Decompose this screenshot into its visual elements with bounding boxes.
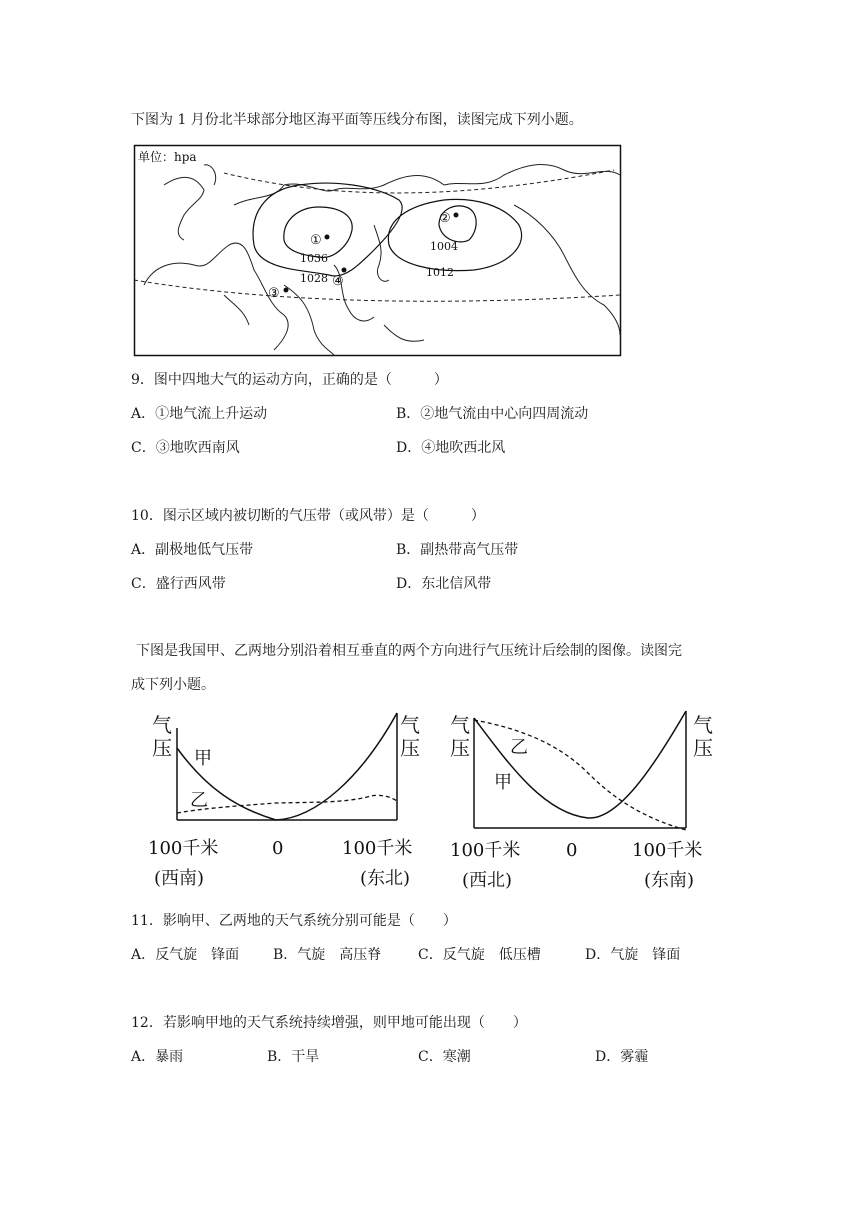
question-11-option-c[interactable]: C．反气旋 低压槽 — [418, 947, 541, 963]
left-graph-axis-label-right-bottom: 压 — [400, 736, 420, 760]
question-9-option-d[interactable]: D．④地吹西北风 — [396, 440, 506, 456]
right-graph-axis-label-left-top: 气 — [450, 713, 470, 737]
question-12-stem: 12．若影响甲地的天气系统持续增强，则甲地可能出现（ ） — [131, 1015, 527, 1031]
marker-2-dot — [454, 213, 459, 218]
marker-2: ② — [439, 211, 451, 226]
question-12-option-d[interactable]: D．雾霾 — [595, 1049, 649, 1065]
left-graph-axis-label-left-bottom: 压 — [152, 736, 172, 760]
isobar-label-1028: 1028 — [300, 272, 328, 285]
right-graph-tick-left: 100千米 — [450, 840, 521, 861]
right-graph-direction-left: (西北) — [462, 870, 513, 891]
pressure-graph-right — [448, 708, 738, 891]
marker-4: ④ — [332, 274, 344, 289]
left-graph-axis-label-left-top: 气 — [152, 713, 172, 737]
right-graph-curve-jia — [474, 711, 686, 818]
right-graph-tick-center: 0 — [566, 840, 578, 861]
pressure-graph-left — [146, 708, 436, 888]
marker-3: ③ — [268, 286, 280, 301]
intro-text-2-line2: 成下列小题。 — [131, 677, 215, 693]
question-10-option-d[interactable]: D．东北信风带 — [396, 576, 492, 592]
left-graph-axis-label-right-top: 气 — [400, 713, 420, 737]
question-11-option-d[interactable]: D．气旋 锋面 — [585, 947, 681, 963]
map-unit-label: 单位：hpa — [138, 150, 197, 164]
right-graph-axis-label-right-bottom: 压 — [693, 736, 713, 760]
question-12-option-b[interactable]: B．干旱 — [267, 1049, 320, 1065]
question-11-option-a[interactable]: A．反气旋 锋面 — [131, 947, 240, 963]
left-graph-curve-yi — [177, 795, 397, 813]
left-graph-direction-left: (西南) — [154, 868, 205, 889]
question-11-option-b[interactable]: B．气旋 高压脊 — [273, 947, 382, 963]
marker-1: ① — [310, 233, 322, 248]
left-graph-tick-right: 100千米 — [342, 838, 413, 859]
isobar-map — [134, 145, 626, 357]
right-graph-axis-label-left-bottom: 压 — [450, 736, 470, 760]
left-graph-direction-right: (东北) — [360, 868, 411, 889]
intro-text-2-line1: 下图是我国甲、乙两地分别沿着相互垂直的两个方向进行气压统计后绘制的图像。读图完 — [136, 643, 682, 659]
question-10-option-c[interactable]: C．盛行西风带 — [131, 576, 226, 592]
right-graph-direction-right: (东南) — [644, 870, 695, 891]
right-graph-tick-right: 100千米 — [632, 840, 703, 861]
question-11-stem: 11．影响甲、乙两地的天气系统分别可能是（ ） — [131, 913, 457, 929]
question-9-option-a[interactable]: A．①地气流上升运动 — [131, 406, 268, 422]
left-graph-tick-left: 100千米 — [148, 838, 219, 859]
question-9-stem: 9．图中四地大气的运动方向，正确的是（ ） — [131, 372, 448, 388]
left-graph-tick-center: 0 — [272, 838, 284, 859]
question-9-option-c[interactable]: C．③地吹西南风 — [131, 440, 240, 456]
question-10-option-a[interactable]: A．副极地低气压带 — [131, 542, 254, 558]
isobar-label-1036: 1036 — [300, 252, 328, 265]
isobar-label-1012: 1012 — [426, 266, 454, 279]
right-graph-axis-label-right-top: 气 — [693, 713, 713, 737]
question-10-option-b[interactable]: B．副热带高气压带 — [396, 542, 519, 558]
intro-text-1: 下图为 1 月份北半球部分地区海平面等压线分布图，读图完成下列小题。 — [131, 112, 583, 128]
left-graph-label-yi: 乙 — [190, 790, 208, 811]
right-graph-label-jia: 甲 — [494, 772, 512, 793]
question-12-option-c[interactable]: C．寒潮 — [418, 1049, 471, 1065]
question-12-option-a[interactable]: A．暴雨 — [131, 1049, 184, 1065]
marker-4-dot — [342, 268, 347, 273]
question-10-stem: 10．图示区域内被切断的气压带（或风带）是（ ） — [131, 508, 485, 524]
marker-1-dot — [325, 235, 330, 240]
question-9-option-b[interactable]: B．②地气流由中心向四周流动 — [396, 406, 589, 422]
isobar-label-1004: 1004 — [430, 240, 458, 253]
left-graph-label-jia: 甲 — [194, 748, 212, 769]
marker-3-dot — [284, 288, 289, 293]
right-graph-label-yi: 乙 — [510, 737, 528, 758]
